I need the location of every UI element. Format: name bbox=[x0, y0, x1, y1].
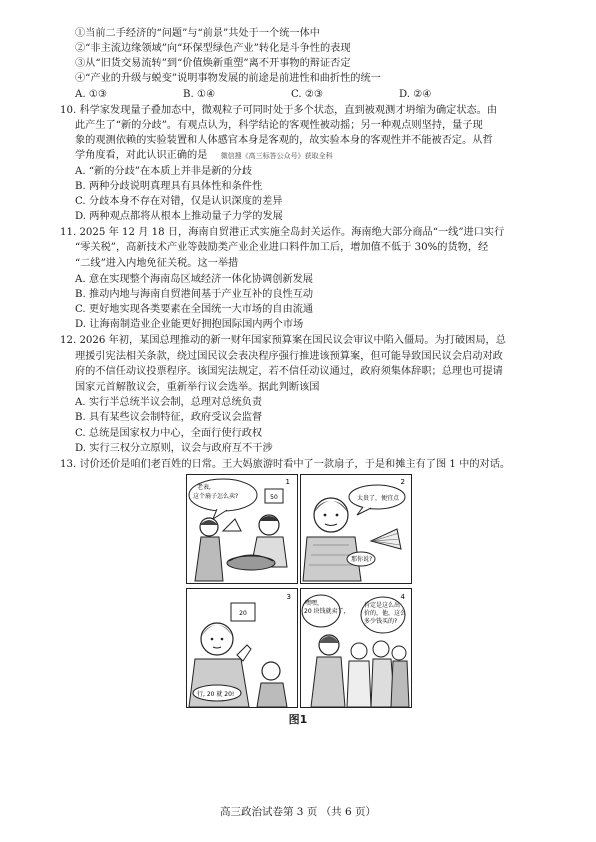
panel-3-bottom-bubble: 行, 20 就 20! bbox=[197, 691, 235, 698]
figure-caption: 图1 bbox=[288, 713, 308, 726]
q10-stem-prompt: 学角度看，对此认识正确的是 bbox=[75, 150, 208, 161]
panel-3-illustration bbox=[187, 589, 297, 707]
q13-stem-line-1: 13. 讨价还价是咱们老百姓的日常。王大妈旅游时看中了一款扇子，于是和摊主有了图 1 中的对话。 bbox=[60, 459, 511, 470]
q9-options bbox=[75, 88, 550, 101]
q11-option-c[interactable]: C. 更好地实现各类要素在全国统一大市场的自由流通 bbox=[75, 304, 314, 315]
panel-4-illustration bbox=[301, 589, 411, 707]
q9-option-c[interactable]: C. ②③ bbox=[291, 89, 324, 100]
q10-option-a[interactable]: A. “新的分歧”在本质上并非是新的分歧 bbox=[75, 166, 253, 177]
panel-3-number: 3 bbox=[286, 593, 291, 601]
panel-1-number: 1 bbox=[285, 478, 290, 486]
q10-option-d[interactable]: D. 两种观点都将从根本上推动量子力学的发展 bbox=[75, 211, 283, 222]
panel-2-number: 2 bbox=[400, 478, 405, 486]
q10-option-b[interactable]: B. 两种分歧说明真理具有具体性和条件性 bbox=[75, 181, 263, 192]
q9-option-a[interactable]: A. ①③ bbox=[75, 89, 108, 100]
q9-option-b[interactable]: B. ①④ bbox=[183, 89, 216, 100]
q11-stem-line-1: 11. 2025 年 12 月 18 日，海南自贸港正式实施全岛封关运作。海南绝大部分商品“一线”进口实行 bbox=[60, 227, 505, 238]
page-footer: 高三政治试卷第 3 页 （共 6 页） bbox=[219, 806, 377, 818]
panel-4-bubble-b-3: 多少钱买的? bbox=[364, 618, 398, 625]
q11-option-d[interactable]: D. 让海南制造业企业能更好拥抱国际国内两个市场 bbox=[75, 319, 304, 330]
q10-stem-line-1: 10. 科学家发现量子叠加态中，微观粒子可同时处于多个状态，直到被观测才坍缩为确定状态。由 bbox=[60, 105, 498, 116]
panel-4-bubble-b-1: 肯定是这么出 bbox=[364, 602, 401, 609]
panel-2-illustration bbox=[301, 475, 411, 583]
q9-statement-2: ②“非主流边缘领域”向“环保型绿色产业”转化是斗争性的表现 bbox=[75, 43, 351, 54]
comic-panel-2 bbox=[300, 474, 412, 584]
q9-statement-3: ③从“旧货交易流转”到“价值焕新重塑”离不开事物的辩证否定 bbox=[75, 58, 351, 69]
q11-option-b[interactable]: B. 推动内地与海南自贸港间基于产业互补的良性互动 bbox=[75, 289, 314, 300]
q12-option-a[interactable]: A. 实行半总统半议会制，总理对总统负责 bbox=[75, 397, 263, 408]
q12-stem-line-1: 12. 2026 年初，某国总理推动的新一财年国家预算案在国民议会审议中陷入僵局。为打破困局，总 bbox=[60, 335, 506, 346]
panel-1-bubble-line-1: 老表, bbox=[197, 484, 211, 491]
panel-4-number: 4 bbox=[400, 593, 405, 601]
q11-stem-line-2: “零关税”，高新技术产业等鼓励类产业企业进口料件加工后，增加值不低于 30%的货物，经 bbox=[75, 242, 489, 253]
watermark-text: 微信搜《高三标答公众号》获取全科 bbox=[220, 152, 333, 160]
panel-1-bubble-line-2: 这个扇子怎么卖? bbox=[193, 493, 239, 500]
panel-1-illustration bbox=[187, 475, 297, 583]
q12-stem-line-2: 理援引宪法相关条款，绕过国民议会表决程序强行推进该预算案，但可能导致国民议会启动对政 bbox=[75, 351, 503, 362]
q12-option-c[interactable]: C. 总统是国家权力中心，全面行使行政权 bbox=[75, 428, 263, 439]
q10-stem-line-4 bbox=[75, 149, 550, 163]
panel-3-price: 20 bbox=[239, 610, 247, 617]
panel-1-price: 50 bbox=[270, 494, 278, 501]
comic-figure bbox=[186, 474, 410, 708]
q12-stem-line-4: 国家元首解散议会，重新举行议会选举。据此判断该国 bbox=[75, 382, 320, 393]
panel-4-bubble-b-2: 价的，他，这么 bbox=[364, 610, 407, 617]
panel-4-bubble-a-1: 嘿嘿， bbox=[305, 600, 324, 607]
comic-panel-4 bbox=[300, 588, 412, 708]
q12-stem-line-3: 府的不信任动议投票程序。该国宪法规定，若不信任动议通过，政府须集体辞职；总理也可提请 bbox=[75, 366, 503, 377]
q11-stem-line-3: “二线”进入内地免征关税。这一举措 bbox=[75, 258, 239, 269]
q10-stem-line-2: 此产生了“新的分歧”。有观点认为，科学结论的客观性被动摇；另一种观点则坚持，量子现 bbox=[75, 120, 483, 131]
q9-option-d[interactable]: D. ②④ bbox=[399, 89, 432, 100]
comic-panel-1 bbox=[186, 474, 298, 584]
q12-option-d[interactable]: D. 实行三权分立原则，议会与政府互不干涉 bbox=[75, 443, 273, 454]
q10-stem-line-3: 象的观测依赖的实验装置和人体感官本身是客观的，故实验本身的客观性并不能被否定。从哲 bbox=[75, 135, 493, 146]
q9-statement-4: ④“产业的升级与蜕变”说明事物发展的前途是前进性和曲折性的统一 bbox=[75, 73, 381, 84]
q9-statement-1: ①当前二手经济的“问题”与“前景”共处于一个统一体中 bbox=[75, 28, 320, 39]
panel-2-bubble-2: 那你说? bbox=[351, 556, 373, 563]
panel-2-bubble: 太贵了，便宜点 bbox=[357, 495, 400, 502]
q10-option-c[interactable]: C. 分歧本身不存在对错，仅是认识深度的差异 bbox=[75, 196, 283, 207]
panel-4-bubble-a-2: 20 块钱就卖了， bbox=[304, 608, 350, 615]
comic-panel-3 bbox=[186, 588, 298, 708]
q11-option-a[interactable]: A. 意在实现整个海南岛区域经济一体化协调创新发展 bbox=[75, 274, 313, 285]
q12-option-b[interactable]: B. 具有某些议会制特征，政府受议会监督 bbox=[75, 412, 263, 423]
